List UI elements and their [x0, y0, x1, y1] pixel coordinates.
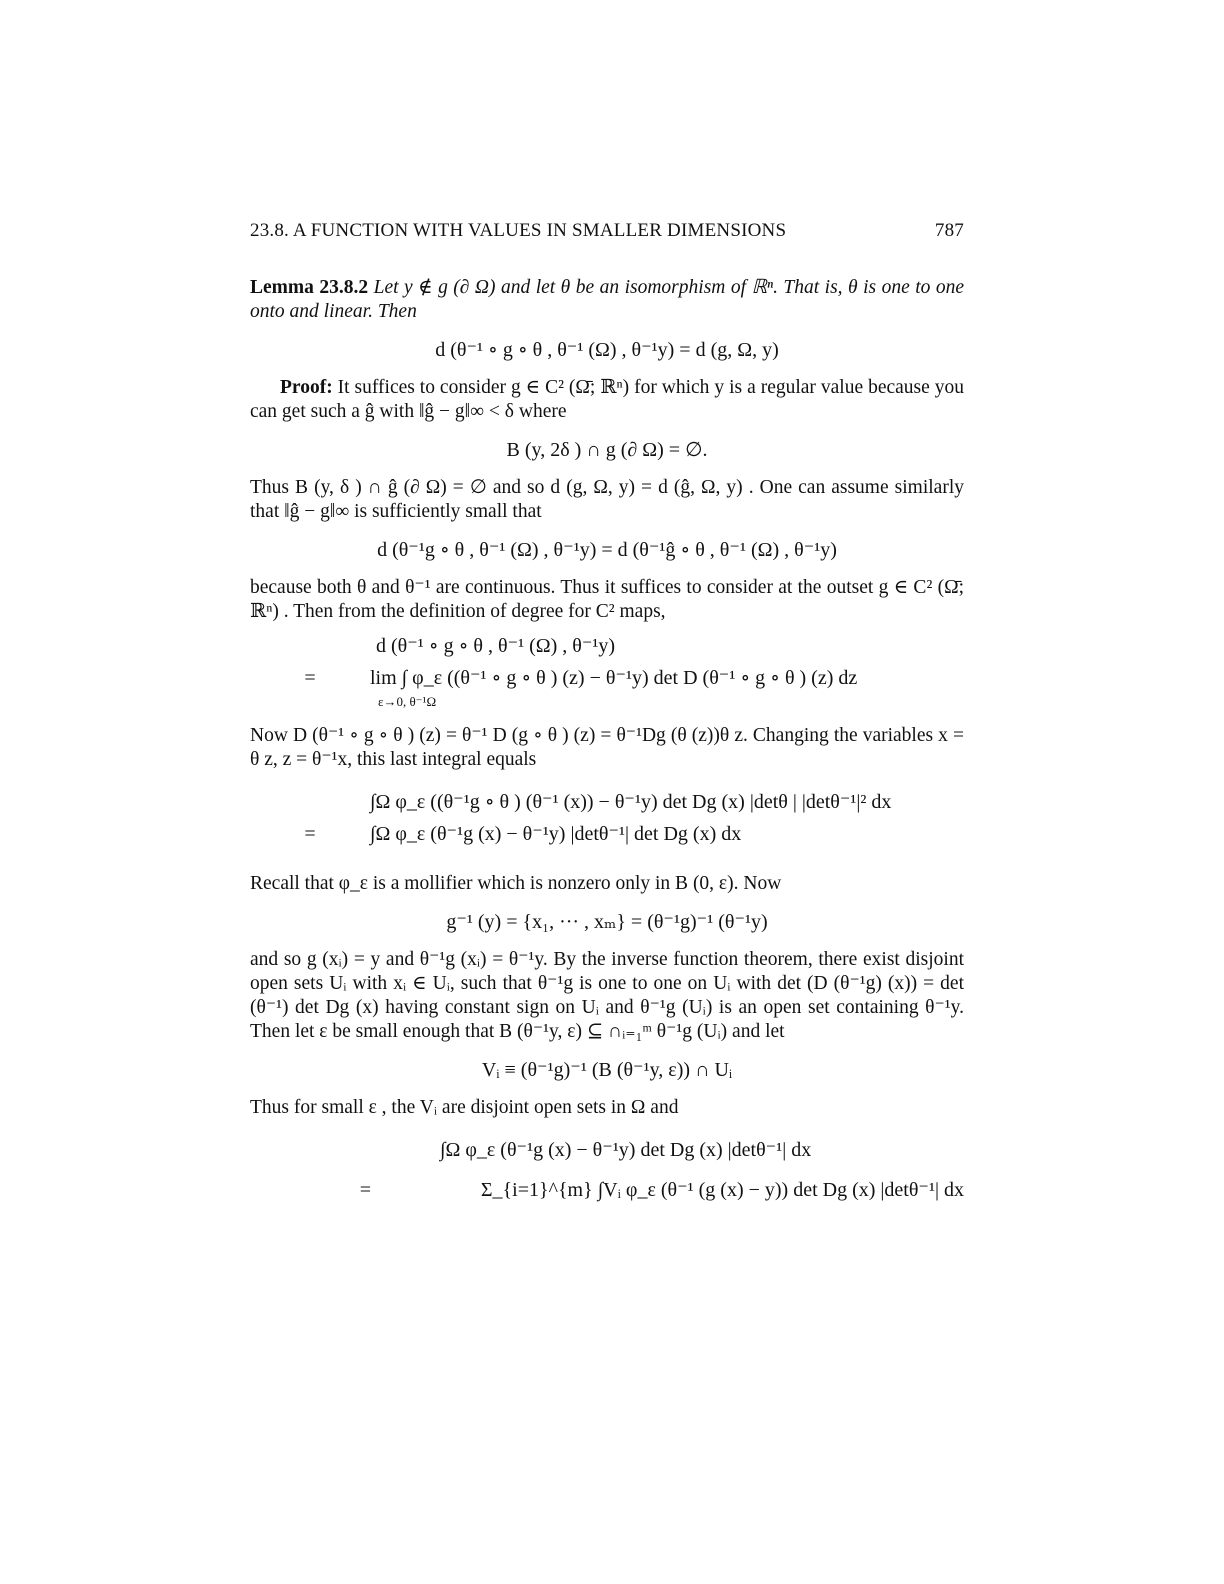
equation-4a: d (θ⁻¹ ∘ g ∘ θ , θ⁻¹ (Ω) , θ⁻¹y): [376, 635, 616, 657]
equation-5b-row: [250, 822, 964, 846]
equation-8a: ∫Ω φ_ε (θ⁻¹g (x) − θ⁻¹y) det Dg (x) |detθ⁻¹| dx: [440, 1139, 812, 1161]
proof-text: It suffices to consider g ∈ C² (Ω̄; ℝⁿ) for which y is a regular value because you can get such a ĝ with ‖ĝ − g‖∞ < δ where: [250, 377, 964, 422]
equation-3: d (θ⁻¹g ∘ θ , θ⁻¹ (Ω) , θ⁻¹y) = d (θ⁻¹ĝ ∘ θ , θ⁻¹ (Ω) , θ⁻¹y): [377, 539, 837, 561]
equation-5a: ∫Ω φ_ε ((θ⁻¹g ∘ θ ) (θ⁻¹ (x)) − θ⁻¹y) det Dg (x) |detθ | |detθ⁻¹|² dx: [370, 791, 892, 813]
equation-7: Vᵢ ≡ (θ⁻¹g)⁻¹ (B (θ⁻¹y, ε)) ∩ Uᵢ: [481, 1059, 733, 1081]
paragraph-6: and so g (xᵢ) = y and θ⁻¹g (xᵢ) = θ⁻¹y. By the inverse function theorem, there exist disjoint open sets Uᵢ with xᵢ ∈ Uᵢ, such that θ⁻¹g is one to one on Uᵢ with det (D (θ⁻¹g) (x)) = det (θ⁻¹) det Dg (x) having constant sign on Uᵢ and θ⁻¹g (Uᵢ) is an open set containing θ⁻¹y. Then let ε be small enough that B (θ⁻¹y, ε) ⊆ ∩ᵢ₌₁ᵐ θ⁻¹g (Uᵢ) and let: [250, 949, 964, 1042]
lemma-label: Lemma 23.8.2: [250, 277, 369, 298]
equals-sign: =: [304, 823, 316, 845]
equation-4b-row: [250, 666, 964, 690]
equals-sign: =: [359, 1179, 372, 1201]
lemma-statement: Let y ∉ g (∂ Ω) and let θ be an isomorphism of ℝⁿ. That is, θ is one to one onto and linear. Then: [250, 277, 965, 322]
proof-label: Proof:: [280, 377, 333, 398]
equals-sign: =: [304, 667, 316, 689]
equation-1: d (θ⁻¹ ∘ g ∘ θ , θ⁻¹ (Ω) , θ⁻¹y) = d (g, Ω, y): [435, 339, 779, 361]
equation-6: g⁻¹ (y) = {x₁, ··· , xₘ} = (θ⁻¹g)⁻¹ (θ⁻¹y): [446, 911, 768, 933]
equation-2: B (y, 2δ ) ∩ g (∂ Ω) = ∅.: [506, 439, 708, 461]
page-body: [250, 276, 964, 1210]
running-header: [250, 220, 964, 242]
equation-5b: ∫Ω φ_ε (θ⁻¹g (x) − θ⁻¹y) |detθ⁻¹| det Dg (x) dx: [370, 823, 742, 845]
lemma: [250, 276, 964, 324]
paragraph-2: Thus B (y, δ ) ∩ ĝ (∂ Ω) = ∅ and so d (g, Ω, y) = d (ĝ, Ω, y) . One can assume similarly that ‖ĝ − g‖∞ is sufficiently small that: [250, 477, 964, 522]
paragraph-7: Thus for small ε , the Vᵢ are disjoint open sets in Ω and: [250, 1097, 679, 1118]
equation-4b: lim ∫ φ_ε ((θ⁻¹ ∘ g ∘ θ ) (z) − θ⁻¹y) det D (θ⁻¹ ∘ g ∘ θ ) (z) dz: [370, 667, 858, 689]
paragraph-4: Now D (θ⁻¹ ∘ g ∘ θ ) (z) = θ⁻¹ D (g ∘ θ ) (z) = θ⁻¹Dg (θ (z))θ z. Changing the variables x = θ z, z = θ⁻¹x, this last integral equals: [250, 725, 964, 770]
paragraph-3: because both θ and θ⁻¹ are continuous. Thus it suffices to consider at the outset g ∈ C² (Ω̄; ℝⁿ) . Then from the definition of degree for C² maps,: [250, 577, 964, 622]
equation-4b-subscript: ε→0, θ⁻¹Ω: [378, 694, 437, 709]
equation-8b: Σ_{i=1}^{m} ∫Vᵢ φ_ε (θ⁻¹ (g (x) − y)) det Dg (x) |detθ⁻¹| dx: [480, 1179, 964, 1201]
proof-paragraph: [250, 376, 964, 424]
paragraph-5: Recall that φ_ε is a mollifier which is nonzero only in B (0, ε). Now: [250, 873, 782, 894]
section-title: 23.8. A FUNCTION WITH VALUES IN SMALLER DIMENSIONS: [250, 220, 787, 241]
page-number: 787: [934, 220, 964, 241]
equation-8b-row: [250, 1178, 964, 1202]
